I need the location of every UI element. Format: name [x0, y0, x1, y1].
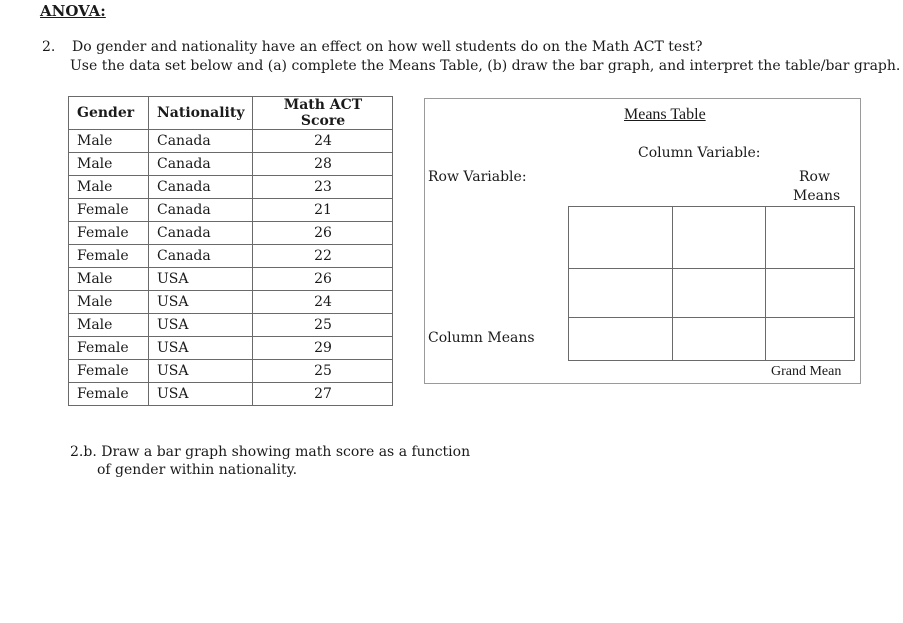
means-cell[interactable] — [569, 207, 673, 269]
nationality-cell: Canada — [149, 130, 253, 153]
nationality-cell: Canada — [149, 245, 253, 268]
means-cell[interactable] — [569, 269, 673, 318]
nationality-cell: USA — [149, 268, 253, 291]
score-cell: 26 — [253, 222, 393, 245]
data-table-row — [69, 360, 393, 383]
score-cell: 21 — [253, 199, 393, 222]
gender-cell: Male — [69, 153, 149, 176]
nationality-cell: USA — [149, 337, 253, 360]
nationality-cell: USA — [149, 291, 253, 314]
nationality-cell: Canada — [149, 199, 253, 222]
score-cell: 24 — [253, 130, 393, 153]
data-table-row — [69, 383, 393, 406]
nationality-cell: Canada — [149, 153, 253, 176]
column-variable-label: Column Variable: — [638, 145, 761, 161]
column-means-label: Column Means — [428, 330, 535, 346]
gender-cell: Male — [69, 268, 149, 291]
row-means-label-line1: Row — [799, 169, 830, 185]
score-cell: 25 — [253, 314, 393, 337]
means-cell[interactable] — [673, 269, 766, 318]
data-table-row — [69, 153, 393, 176]
means-grid — [568, 206, 855, 361]
data-table-row — [69, 222, 393, 245]
data-table-row — [69, 176, 393, 199]
column-mean-cell[interactable] — [569, 318, 673, 361]
header-nationality: Nationality — [149, 97, 253, 130]
gender-cell: Female — [69, 199, 149, 222]
header-gender: Gender — [69, 97, 149, 130]
row-means-label-line2: Means — [793, 188, 841, 204]
score-cell: 28 — [253, 153, 393, 176]
score-cell: 27 — [253, 383, 393, 406]
score-cell: 29 — [253, 337, 393, 360]
means-grid-row — [569, 207, 855, 269]
gender-cell: Female — [69, 360, 149, 383]
nationality-cell: Canada — [149, 176, 253, 199]
question-text-line2: Use the data set below and (a) complete the Means Table, (b) draw the bar graph, and interpret the table/bar graph. — [70, 58, 901, 74]
means-table-title: Means Table — [624, 106, 706, 123]
score-cell: 23 — [253, 176, 393, 199]
data-table — [68, 96, 393, 406]
question-text-line1: Do gender and nationality have an effect on how well students do on the Math ACT test? — [72, 39, 703, 55]
score-cell: 24 — [253, 291, 393, 314]
part-b-instruction-line1: 2.b. Draw a bar graph showing math score as a function — [70, 444, 471, 460]
header-math-act-score: Math ACT Score — [253, 97, 393, 130]
data-table-row — [69, 245, 393, 268]
gender-cell: Male — [69, 176, 149, 199]
nationality-cell: USA — [149, 314, 253, 337]
question-number: 2. — [42, 39, 56, 55]
nationality-cell: USA — [149, 383, 253, 406]
data-table-row — [69, 130, 393, 153]
data-table-row — [69, 268, 393, 291]
row-mean-cell[interactable] — [766, 207, 855, 269]
score-cell: 26 — [253, 268, 393, 291]
gender-cell: Male — [69, 130, 149, 153]
column-means-row — [569, 318, 855, 361]
gender-cell: Female — [69, 245, 149, 268]
means-cell[interactable] — [673, 207, 766, 269]
data-table-row — [69, 337, 393, 360]
gender-cell: Male — [69, 314, 149, 337]
data-table-row — [69, 314, 393, 337]
section-heading: ANOVA: — [40, 2, 106, 20]
data-table-row — [69, 291, 393, 314]
nationality-cell: USA — [149, 360, 253, 383]
column-mean-cell[interactable] — [673, 318, 766, 361]
score-cell: 25 — [253, 360, 393, 383]
nationality-cell: Canada — [149, 222, 253, 245]
part-b-instruction-line2: of gender within nationality. — [97, 462, 298, 478]
gender-cell: Female — [69, 337, 149, 360]
grand-mean-label: Grand Mean — [771, 364, 842, 379]
gender-cell: Male — [69, 291, 149, 314]
row-mean-cell[interactable] — [766, 269, 855, 318]
grand-mean-cell[interactable] — [766, 318, 855, 361]
gender-cell: Female — [69, 383, 149, 406]
row-variable-label: Row Variable: — [428, 169, 527, 185]
data-table-row — [69, 199, 393, 222]
score-cell: 22 — [253, 245, 393, 268]
data-table-header-row — [69, 97, 393, 130]
gender-cell: Female — [69, 222, 149, 245]
means-grid-row — [569, 269, 855, 318]
